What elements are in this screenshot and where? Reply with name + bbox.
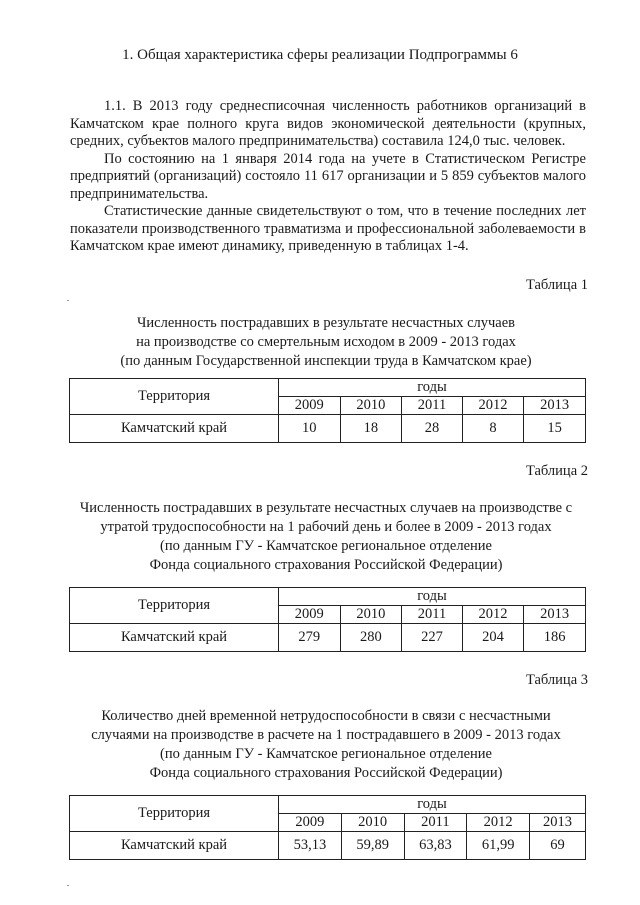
year-cell: 2009 <box>279 814 342 832</box>
value-cell: 186 <box>524 624 586 652</box>
paragraph-3: Статистические данные свидетельствуют о том, что в течение последних лет показатели производственного травматизма и профессиональной заболеваемости в Камчатском крае имеют динамику, приведенную в таблицах 1-4. <box>70 203 586 254</box>
table-1-caption-line: на производстве со смертельным исходом в 2009 - 2013 годах <box>136 334 516 350</box>
year-cell: 2013 <box>524 397 586 415</box>
year-cell: 2009 <box>279 397 341 415</box>
year-cell: 2011 <box>402 606 463 624</box>
value-cell: 63,83 <box>404 832 467 860</box>
table-3-caption-line: (по данным ГУ - Камчатское региональное отделение <box>160 746 492 762</box>
table-1-caption-line: Численность пострадавших в результате несчастных случаев <box>136 315 516 331</box>
section-title: 1. Общая характеристика сферы реализации Подпрограммы 6 <box>122 47 518 63</box>
territory-cell: Камчатский край <box>70 624 279 652</box>
value-cell: 69 <box>530 832 586 860</box>
intro-text <box>70 98 586 256</box>
table-3-caption-line: случаями на производстве в расчете на 1 пострадавшего в 2009 - 2013 годах <box>91 727 561 743</box>
table-header-row <box>70 379 586 397</box>
table-3-caption-line: Количество дней временной нетрудоспособности в связи с несчастными <box>101 708 551 724</box>
value-cell: 8 <box>462 415 524 443</box>
year-cell: 2013 <box>530 814 586 832</box>
value-cell: 15 <box>524 415 586 443</box>
value-cell: 227 <box>402 624 463 652</box>
scan-speck <box>67 300 69 301</box>
table-3-caption-line: Фонда социального страхования Российской Федерации) <box>149 765 503 781</box>
header-years: годы <box>279 588 586 606</box>
table-1-label: Таблица 1 <box>525 277 588 293</box>
scan-speck <box>67 885 69 886</box>
header-territory: Территория <box>70 796 279 832</box>
year-cell: 2012 <box>467 814 530 832</box>
paragraph-1: 1.1. В 2013 году среднесписочная численность работников организаций в Камчатском крае полного круга видов экономической деятельности (крупных, средних, субъектов малого предпринимательства) составила 124,0 тыс. человек. <box>70 98 586 149</box>
year-cell: 2011 <box>402 397 463 415</box>
territory-cell: Камчатский край <box>70 832 279 860</box>
year-cell: 2010 <box>341 814 404 832</box>
table-1-caption-line: (по данным Государственной инспекции труда в Камчатском крае) <box>120 353 532 369</box>
year-cell: 2010 <box>340 397 402 415</box>
table-row <box>70 415 586 443</box>
value-cell: 10 <box>279 415 341 443</box>
header-territory: Территория <box>70 379 279 415</box>
paragraph-2: По состоянию на 1 января 2014 года на учете в Статистическом Регистре предприятий (организаций) состояло 11 617 организации и 5 859 субъектов малого предпринимательства. <box>70 150 586 202</box>
table-3 <box>69 795 586 860</box>
header-years: годы <box>279 379 586 397</box>
year-cell: 2013 <box>524 606 586 624</box>
value-cell: 280 <box>340 624 402 652</box>
table-2 <box>69 587 586 652</box>
table-2-caption <box>56 499 596 575</box>
year-cell: 2009 <box>279 606 341 624</box>
table-1-caption <box>56 314 596 371</box>
value-cell: 28 <box>402 415 463 443</box>
year-cell: 2011 <box>404 814 467 832</box>
table-2-caption-line: (по данным ГУ - Камчатское региональное отделение <box>160 538 492 554</box>
table-1 <box>69 378 586 443</box>
table-2-caption-line: Численность пострадавших в результате несчастных случаев на производстве с <box>79 500 573 516</box>
table-2-caption-line: Фонда социального страхования Российской Федерации) <box>149 557 503 573</box>
table-header-row <box>70 796 586 814</box>
year-cell: 2012 <box>462 606 524 624</box>
value-cell: 53,13 <box>279 832 342 860</box>
table-row <box>70 624 586 652</box>
value-cell: 61,99 <box>467 832 530 860</box>
value-cell: 204 <box>462 624 524 652</box>
header-years: годы <box>279 796 586 814</box>
header-territory: Территория <box>70 588 279 624</box>
table-3-label: Таблица 3 <box>525 672 588 688</box>
value-cell: 279 <box>279 624 341 652</box>
year-cell: 2010 <box>340 606 402 624</box>
table-2-label: Таблица 2 <box>525 463 588 479</box>
year-cell: 2012 <box>462 397 524 415</box>
table-header-row <box>70 588 586 606</box>
territory-cell: Камчатский край <box>70 415 279 443</box>
value-cell: 59,89 <box>341 832 404 860</box>
table-2-caption-line: утратой трудоспособности на 1 рабочий день и более в 2009 - 2013 годах <box>100 519 552 535</box>
table-3-caption <box>56 707 596 783</box>
value-cell: 18 <box>340 415 402 443</box>
table-row <box>70 832 586 860</box>
